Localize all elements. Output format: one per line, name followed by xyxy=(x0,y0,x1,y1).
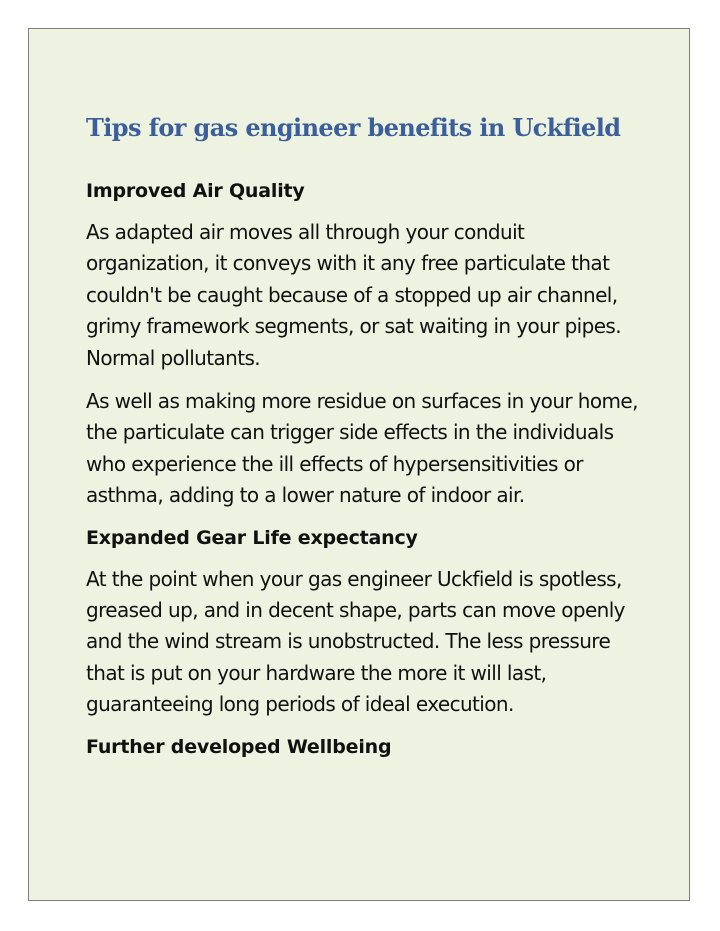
document-page xyxy=(28,28,690,901)
document-body xyxy=(86,177,646,773)
paragraph-air-movement: As adapted air moves all through your conduit organization, it conveys with it any free particulate that couldn't be caught because of a stopped up air channel, grimy framework segments, or sat waiting in your pipes. Normal pollutants. xyxy=(86,220,622,370)
section-heading-air-quality: Improved Air Quality xyxy=(86,180,305,202)
section-heading-gear-life: Expanded Gear Life expectancy xyxy=(86,526,418,549)
document-title: Tips for gas engineer benefits in Uckfield xyxy=(86,113,621,142)
paragraph-gear-maintenance: At the point when your gas engineer Uckfield is spotless, greased up, and in decent shape, parts can move openly and the wind stream is unobstructed. The less pressure that is put on your hardware the more it will last, guaranteeing long periods of ideal execution. xyxy=(86,566,625,717)
paragraph-residue-effects: As well as making more residue on surfaces in your home, the particulate can trigger side effects in the individuals who experience the ill effects of hypersensitivities or asthma, adding to a lower nature of indoor air. xyxy=(86,389,638,508)
section-heading-wellbeing: Further developed Wellbeing xyxy=(86,735,392,758)
